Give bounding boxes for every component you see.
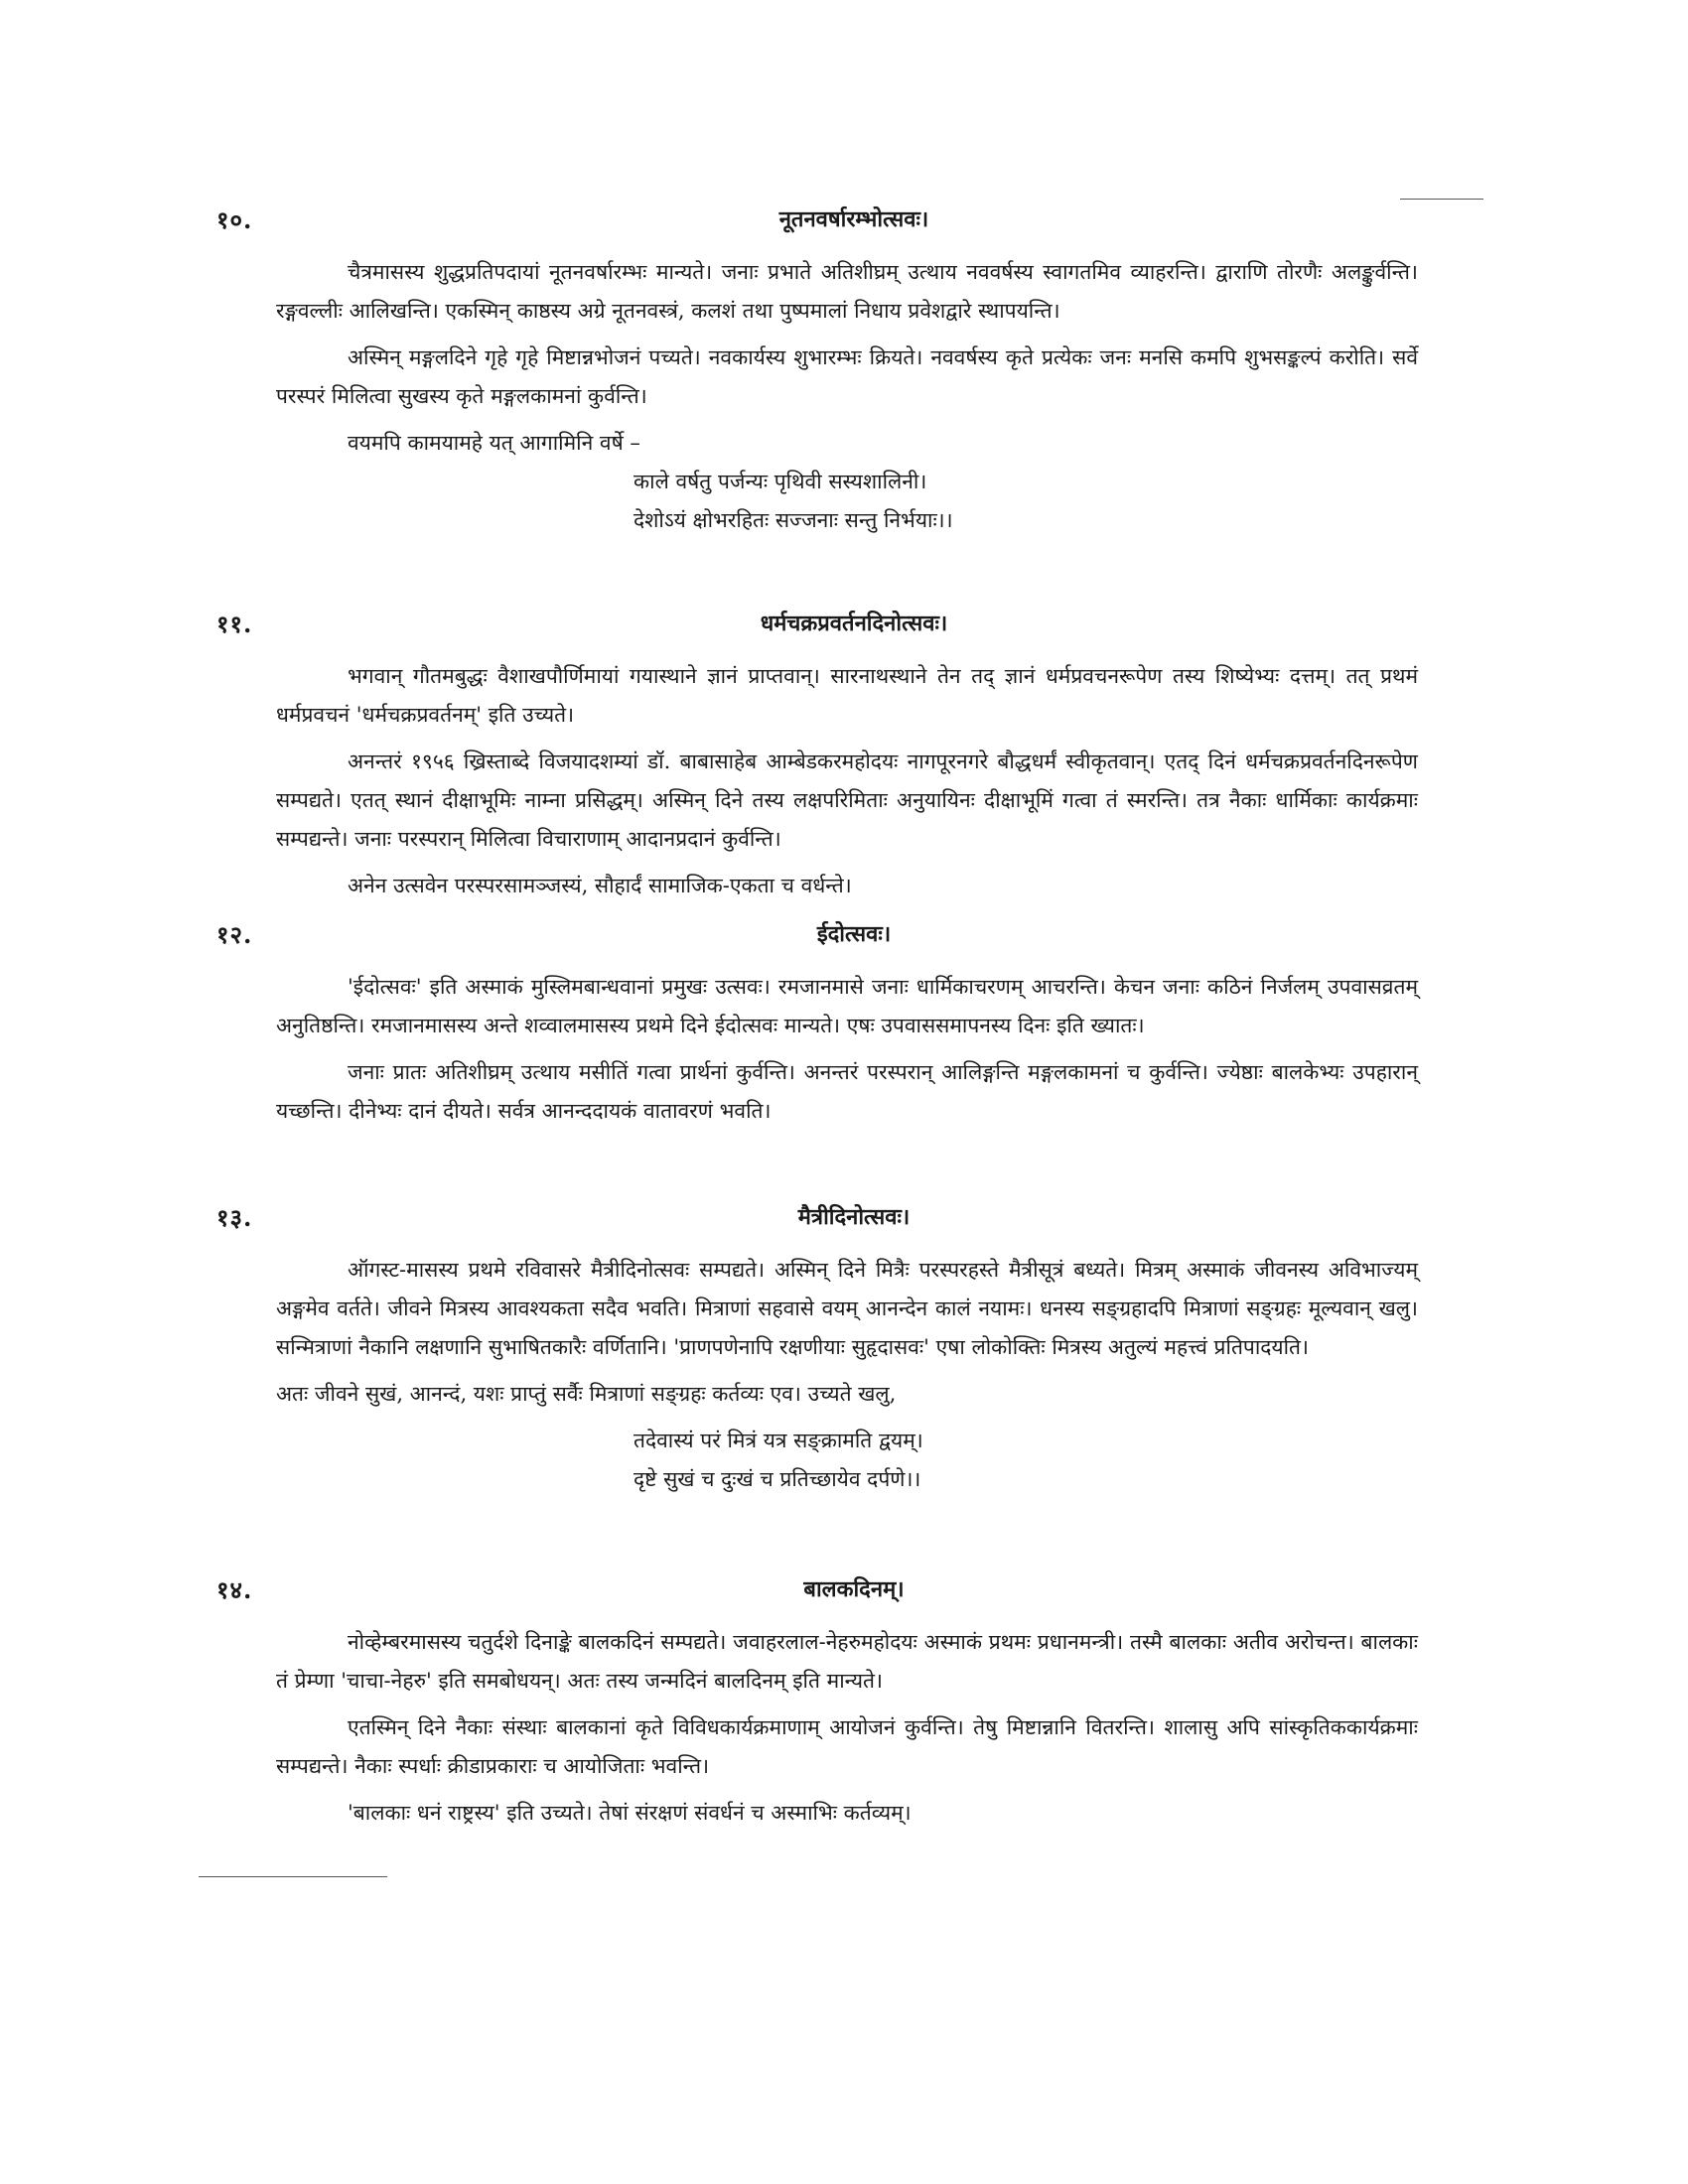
section-number: १२. [216,920,253,949]
paragraph: भगवान् गौतमबुद्धः वैशाखपौर्णिमायां गयास्थाने ज्ञानं प्राप्तवान्। सारनाथस्थाने तेन तद् ज्ञानं धर्मप्रवचनरूपेण तस्य शिष्येभ्यः दत्तम्। तत् प्रथमं धर्मप्रवचनं 'धर्मचक्रप्रवर्तनम्' इति उच्यते। [276,664,1418,727]
section-number: १४. [216,1575,253,1604]
section-title: मैत्रीदिनोत्सवः। [797,1204,911,1230]
paragraph: अतः जीवने सुखं, आनन्दं, यशः प्राप्तुं सर्वैः मित्राणां सङ्ग्रहः कर्तव्यः एव। उच्यते खलु, [276,1382,897,1406]
paragraph: जनाः प्रातः अतिशीघ्रम् उत्थाय मसीतिं गत्वा प्रार्थनां कुर्वन्ति। अनन्तरं परस्परान् आलिङ्गन्ति मङ्गलकामनां च कुर्वन्ति। ज्येष्ठाः बालकेभ्यः उपहारान् यच्छन्ति। दीनेभ्यः दानं दीयते। सर्वत्र आनन्ददायकं वातावरणं भवति। [276,1060,1418,1123]
paragraph: 'ईदोत्सवः' इति अस्माकं मुस्लिमबान्धवानां प्रमुखः उत्सवः। रमजानमासे जनाः धार्मिकाचरणम् आचरन्ति। केचन जनाः कठिनं निर्जलम् उपवासव्रतम् अनुतिष्ठन्ति। रमजानमासस्य अन्ते शव्वालमासस्य प्रथमे दिने ईदोत्सवः मान्यते। एषः उपवाससमापनस्य दिनः इति ख्यातः। [276,975,1418,1037]
paragraph: चैत्रमासस्य शुद्धप्रतिपदायां नूतनवर्षारम्भः मान्यते। जनाः प्रभाते अतिशीघ्रम् उत्थाय नववर्षस्य स्वागतमिव व्याहरन्ति। द्वाराणि तोरणैः अलङ्कुर्वन्ति। रङ्गवल्लीः आलिखन्ति। एकस्मिन् काष्ठस्य अग्रे नूतनवस्त्रं, कलशं तथा पुष्पमालां निधाय प्रवेशद्वारे स्थापयन्ति। [276,260,1418,323]
section-body [276,657,1418,913]
paragraph: 'बालकाः धनं राष्ट्रस्य' इति उच्यते। तेषां संरक्षणं संवर्धनं च अस्माभिः कर्तव्यम्। [348,1801,912,1825]
section-body [276,1251,1418,1499]
bottom-rule [199,1876,387,1877]
paragraph: नोव्हेम्बरमासस्य चतुर्दशे दिनाङ्के बालकदिनं सम्पद्यते। जवाहरलाल-नेहरुमहोदयः अस्माकं प्रथमः प्रधानमन्त्री। तस्मै बालकाः अतीव अरोचन्त। बालकाः तं प्रेम्णा 'चाचा-नेहरु' इति समबोधयन्। अतः तस्य जन्मदिनं बालदिनम् इति मान्यते। [276,1630,1418,1693]
paragraph: अस्मिन् मङ्गलदिने गृहे गृहे मिष्टान्नभोजनं पच्यते। नवकार्यस्य शुभारम्भः क्रियते। नववर्षस्य कृते प्रत्येकः जनः मनसि कमपि शुभसङ्कल्पं करोति। सर्वे परस्परं मिलित्वा सुखस्य कृते मङ्गलकामनां कुर्वन्ति। [276,345,1418,408]
paragraph: अनन्तरं १९५६ ख्रिस्ताब्दे विजयादशम्यां डॉ. बाबासाहेब आम्बेडकरमहोदयः नागपूरनगरे बौद्धधर्मं स्वीकृतवान्। एतद् दिनं धर्मचक्रप्रवर्तनदिनरूपेण सम्पद्यते। एतत् स्थानं दीक्षाभूमिः नाम्ना प्रसिद्धम्। अस्मिन् दिने तस्य लक्षपरिमिताः अनुयायिनः दीक्षाभूमिं गत्वा तं स्मरन्ति। तत्र नैकाः धार्मिकाः कार्यक्रमाः सम्पद्यन्ते। जनाः परस्परान् मिलित्वा विचाराणाम् आदानप्रदानं कुर्वन्ति। [276,750,1418,851]
section-body [276,968,1418,1139]
section-title: ईदोत्सवः। [816,921,892,947]
section-number: १०. [216,205,253,234]
paragraph: अनेन उत्सवेन परस्परसामञ्जस्यं, सौहार्दं सामाजिक-एकता च वर्धन्ते। [348,874,852,897]
section-body [276,253,1418,540]
verse-line: दृष्टे सुखं च दुःखं च प्रतिच्छायेव दर्पणे।। [633,1467,921,1491]
paragraph: एतस्मिन् दिने नैकाः संस्थाः बालकानां कृते विविधकार्यक्रमाणाम् आयोजनं कुर्वन्ति। तेषु मिष्टान्नानि वितरन्ति। शालासु अपि सांस्कृतिककार्यक्रमाः सम्पद्यन्ते। नैकाः स्पर्धाः क्रीडाप्रकाराः च आयोजिताः भवन्ति। [276,1715,1418,1778]
section-title: धर्मचक्रप्रवर्तनदिनोत्सवः। [760,611,948,636]
verse-intro: वयमपि कामयामहे यत् आगामिनि वर्षे – [348,431,640,455]
verse-line: काले वर्षतु पर्जन्यः पृथिवी सस्यशालिनी। [633,470,927,493]
section-number: ११. [216,610,253,638]
section-number: १३. [216,1203,253,1232]
section-title: नूतनवर्षारम्भोत्सवः। [778,206,929,232]
verse-line: तदेवास्यं परं मित्रं यत्र सङ्क्रामति द्वयम्। [633,1429,923,1452]
paragraph: ऑगस्ट-मासस्य प्रथमे रविवासरे मैत्रीदिनोत्सवः सम्पद्यते। अस्मिन् दिने मित्रैः परस्परहस्ते मैत्रीसूत्रं बध्यते। मित्रम् अस्माकं जीवनस्य अविभाज्यम् अङ्गमेव वर्तते। जीवने मित्रस्य आवश्यकता सदैव भवति। मित्राणां सहवासे वयम् आनन्देन कालं नयामः। धनस्य सङ्ग्रहादपि मित्राणां सङ्ग्रहः मूल्यवान् खलु। सन्मित्राणां नैकानि लक्षणानि सुभाषितकारैः वर्णितानि। 'प्राणपणेनापि रक्षणीयाः सुहृदासवः' एषा लोकोक्तिः मित्रस्य अतुल्यं महत्त्वं प्रतिपादयति। [276,1258,1418,1359]
section-title: बालकदिनम्। [803,1576,905,1602]
verse-line: देशोऽयं क्षोभरहितः सज्जनाः सन्तु निर्भयाः।। [633,508,953,532]
top-rule [1400,199,1483,200]
section-body [276,1623,1418,1841]
